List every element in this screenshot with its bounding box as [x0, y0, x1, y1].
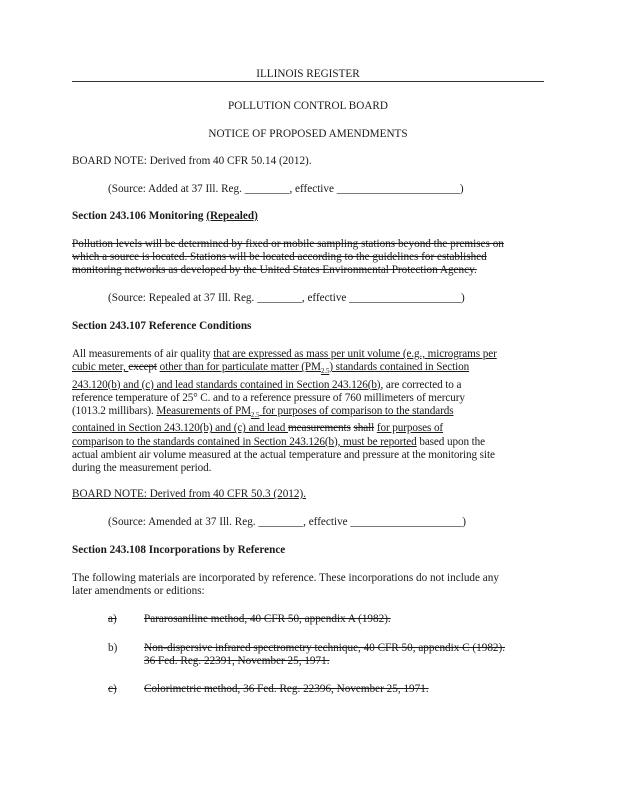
- paragraph-line: The following materials are incorporated by reference. These incorporations do not include any: [72, 572, 499, 584]
- paragraph-line: 243.120(b) and (c) and lead standards contained in Section 243.126(b), are corrected to a: [72, 378, 462, 391]
- paragraph-line: Pollution levels will be determined by fixed or mobile sampling stations beyond the premises on: [72, 238, 504, 250]
- source-note-1: (Source: Added at 37 Ill. Reg. ________, effective ______________________): [108, 183, 464, 195]
- list-item-b-cont: 36 Fed. Reg. 22391, November 25, 1971.: [144, 655, 330, 667]
- section-106-source: (Source: Repealed at 37 Ill. Reg. ________, effective ____________________): [108, 292, 465, 304]
- board-title: POLLUTION CONTROL BOARD: [228, 100, 388, 112]
- paragraph-line: (1013.2 millibars). Measurements of $PM_{2.5}$ for purposes of comparison to the standards: [72, 405, 454, 420]
- paragraph-line: cubic meter, except other than for particulate matter $(PM_{2.5})$ standards contained in Section: [72, 361, 470, 376]
- list-item-a: a): [108, 613, 117, 625]
- section-106-paragraph: [72, 238, 547, 278]
- board-note-2: BOARD NOTE: Derived from 40 CFR 50.3 (2012).: [72, 488, 307, 500]
- paragraph-line: later amendments or editions:: [72, 585, 205, 598]
- paragraph-line: actual ambient air volume measured at the actual temperature and pressure at the monitoring site: [72, 448, 495, 461]
- paragraph-line: All measurements of air quality that are expressed as mass per unit volume (e.g., micrograms per: [72, 348, 497, 360]
- header-rule: [72, 81, 544, 82]
- paragraph-line: which a source is located. Stations will be located according to the guidelines for established: [72, 251, 487, 264]
- section-107-paragraph: [72, 348, 547, 475]
- list-item-b-text: Non-dispersive infrared spectrometry technique, 40 CFR 50, appendix C (1982).: [144, 642, 506, 654]
- paragraph-line: during the measurement period.: [72, 462, 212, 475]
- repealed-insertion: (Repealed): [206, 210, 258, 222]
- list-item-c: c): [108, 683, 117, 695]
- list-item-a-text: Pararosaniline method, 40 CFR 50, appendix A (1982).: [144, 613, 391, 625]
- section-106-heading: Section 243.106 Monitoring (Repealed): [72, 210, 258, 222]
- paragraph-line: monitoring networks as developed by the United States Environmental Protection Agency.: [72, 264, 477, 277]
- list-item-b: b): [108, 642, 118, 654]
- paragraph-line: reference temperature of 25° C. and to a reference pressure of 760 millimeters of mercury: [72, 391, 465, 404]
- section-107-source: (Source: Amended at 37 Ill. Reg. ________, effective ____________________): [108, 516, 467, 528]
- paragraph-line: comparison to the standards contained in Section 243.126(b), must be reported based upon the: [72, 435, 486, 448]
- notice-title: NOTICE OF PROPOSED AMENDMENTS: [208, 128, 408, 140]
- paragraph-line: contained in Section 243.120(b) and (c) and lead measurements shall for purposes of: [72, 422, 444, 435]
- section-108-heading: Section 243.108 Incorporations by Reference: [72, 544, 286, 556]
- list-item-c-text: Colorimetric method, 36 Fed. Reg. 22396, November 25, 1971.: [144, 683, 429, 695]
- section-107-heading: Section 243.107 Reference Conditions: [72, 320, 252, 332]
- register-title: ILLINOIS REGISTER: [256, 68, 360, 80]
- section-108-intro: [72, 572, 547, 598]
- board-note-1: BOARD NOTE: Derived from 40 CFR 50.14 (2012).: [72, 155, 312, 167]
